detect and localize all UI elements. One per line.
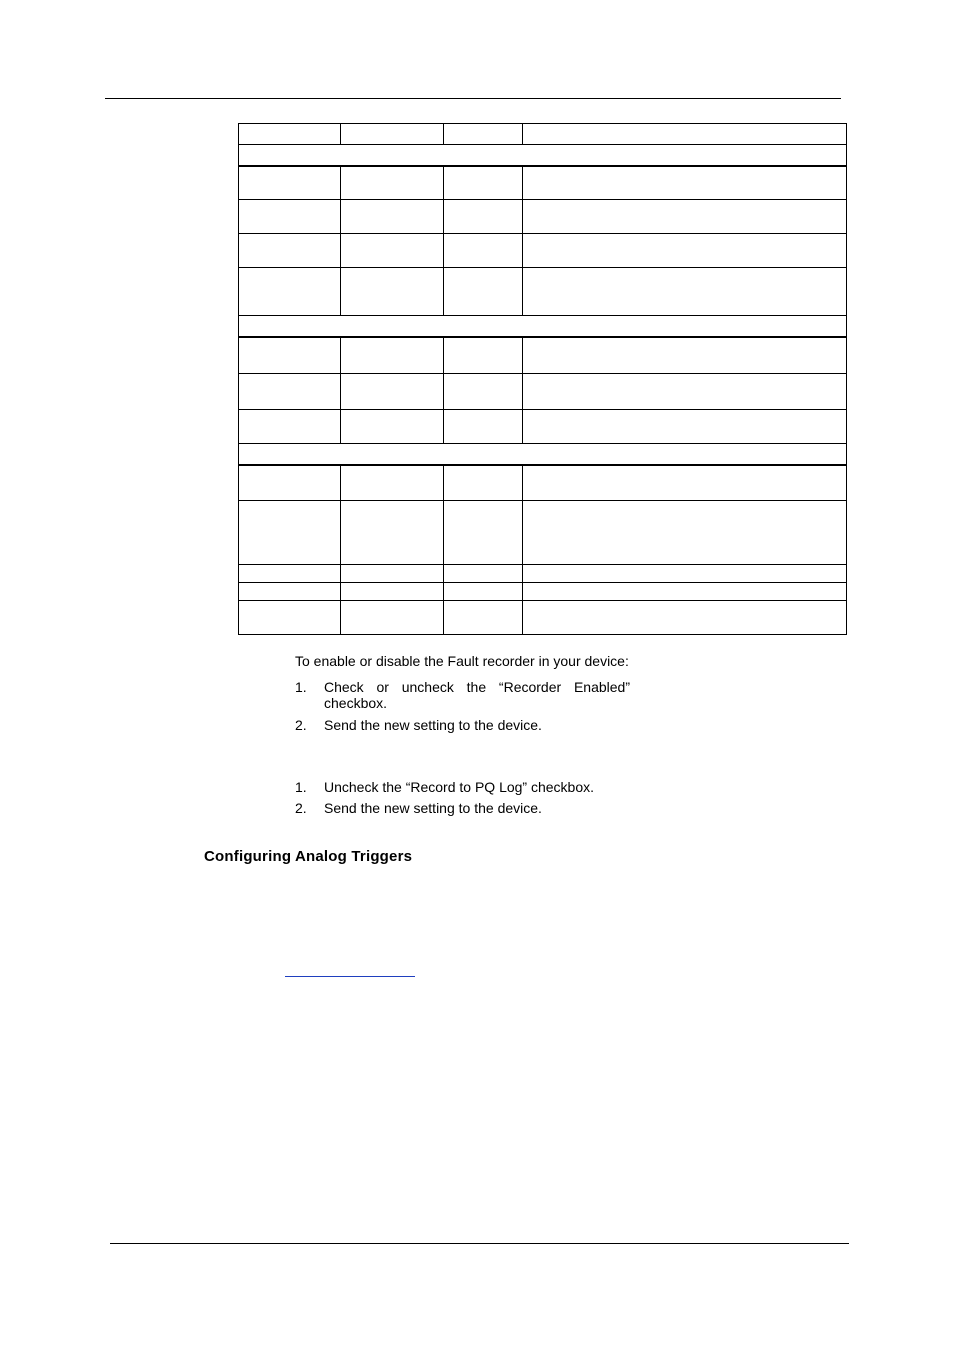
- list-item: [295, 779, 635, 795]
- table-group-row: [239, 145, 847, 166]
- list-item: [295, 717, 635, 733]
- step-text: Send the new setting to the device.: [324, 717, 542, 733]
- header-rule: [105, 98, 841, 99]
- table-row: [239, 583, 847, 601]
- table-row: [239, 465, 847, 501]
- step-number: 2.: [295, 717, 307, 733]
- header-cell: [341, 124, 444, 145]
- table-group-row: [239, 316, 847, 337]
- intro-paragraph: To enable or disable the Fault recorder in your device:: [295, 653, 629, 669]
- step-text: Send the new setting to the device.: [324, 800, 542, 816]
- step-number: 1.: [295, 679, 307, 695]
- step-text: Uncheck the “Record to PQ Log” checkbox.: [324, 779, 595, 795]
- section-heading: Configuring Analog Triggers: [204, 848, 413, 865]
- group-cell: [239, 316, 847, 337]
- footer-rule: [110, 1243, 849, 1244]
- list-item: [295, 679, 635, 713]
- step-number: 2.: [295, 800, 307, 816]
- table-row: [239, 601, 847, 635]
- step-text-line1: Check or uncheck the “Recorder Enabled”: [324, 679, 630, 695]
- list-item: [295, 800, 635, 816]
- group-cell: [239, 145, 847, 166]
- settings-table: [238, 123, 847, 635]
- table-row: [239, 268, 847, 316]
- table-row: [239, 501, 847, 565]
- step-number: 1.: [295, 779, 307, 795]
- table-row: [239, 374, 847, 410]
- step-text-line2: checkbox.: [324, 695, 388, 711]
- table-header-row: [239, 124, 847, 145]
- hyperlink-underline[interactable]: [285, 976, 415, 977]
- table-row: [239, 234, 847, 268]
- table-row: [239, 337, 847, 374]
- header-cell: [444, 124, 523, 145]
- table-row: [239, 166, 847, 200]
- header-cell: [239, 124, 341, 145]
- table-group-row: [239, 444, 847, 465]
- table-row: [239, 200, 847, 234]
- table-row: [239, 565, 847, 583]
- header-cell: [523, 124, 847, 145]
- table-row: [239, 410, 847, 444]
- group-cell: [239, 444, 847, 465]
